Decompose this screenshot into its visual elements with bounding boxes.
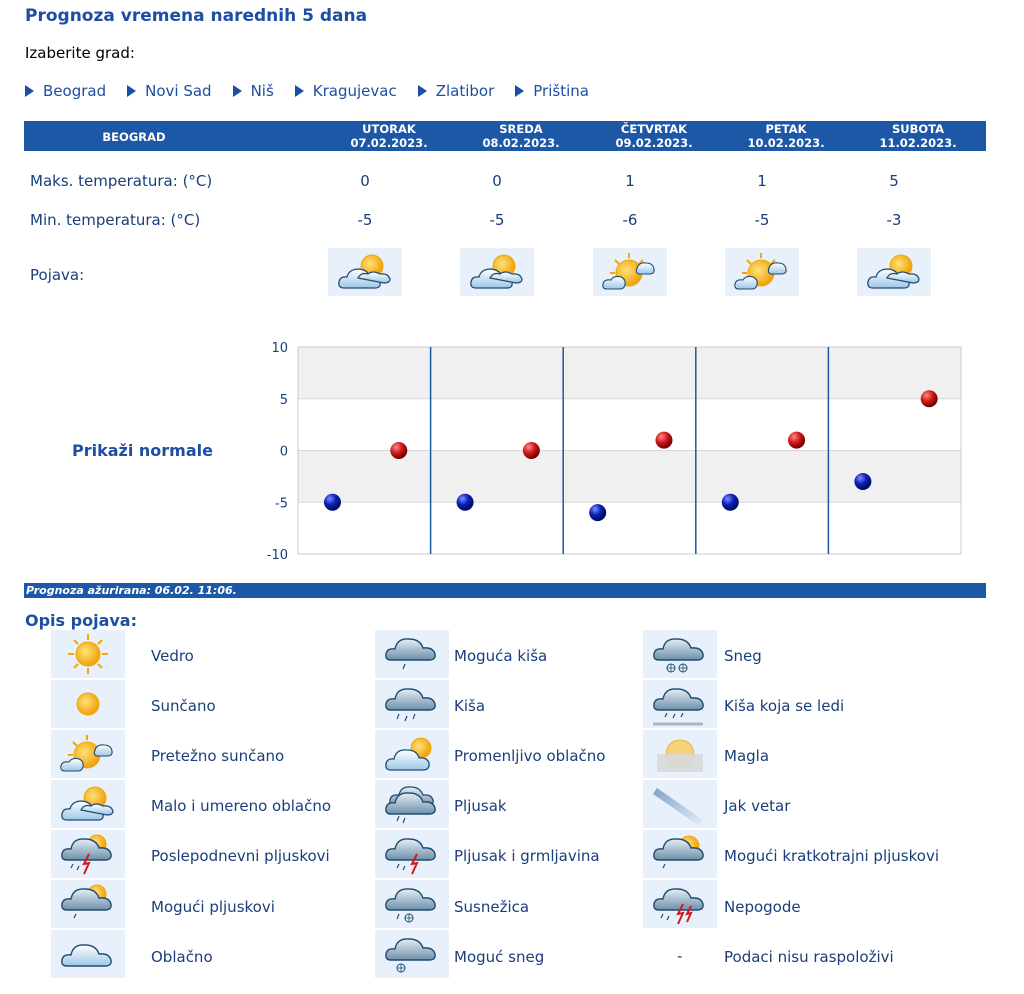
max-temp-point	[655, 432, 672, 449]
city-link-zlatibor[interactable]	[418, 82, 495, 100]
malo-i-umereno-oblacno-icon	[328, 248, 402, 296]
legend-label: Oblačno	[151, 948, 213, 966]
day-header	[853, 122, 983, 150]
min-temp-point	[589, 504, 606, 521]
promenljivo-oblacno-icon	[375, 730, 449, 778]
city-link-label[interactable]: Niš	[250, 82, 274, 100]
no-data-symbol: -	[677, 947, 683, 965]
day-header	[721, 122, 851, 150]
forecast-city-name: BEOGRAD	[102, 130, 166, 144]
legend-label: Mogući kratkotrajni pljuskovi	[724, 847, 939, 865]
city-link-nis[interactable]	[233, 82, 274, 100]
legend-label: Poslepodnevni pljuskovi	[151, 847, 330, 865]
legend-label: Podaci nisu raspoloživi	[724, 948, 894, 966]
day-date: 11.02.2023.	[879, 136, 957, 150]
moguci-kratkotrajni-pljuskovi-icon	[643, 830, 717, 878]
min-temp-value: -6	[622, 211, 638, 229]
chart-y-tick-label: 10	[271, 341, 288, 356]
arrow-right-icon	[25, 85, 34, 97]
legend-label: Kiša koja se ledi	[724, 697, 845, 715]
min-temp-value: -5	[489, 211, 505, 229]
day-header	[324, 122, 454, 150]
oblacno-icon	[51, 930, 125, 978]
legend-label: Moguća kiša	[454, 647, 548, 665]
legend-label: Nepogode	[724, 898, 801, 916]
max-temp-value: 1	[625, 172, 635, 190]
sneg-icon	[643, 630, 717, 678]
day-name: UTORAK	[362, 122, 416, 136]
malo-i-umereno-oblacno-icon	[857, 248, 931, 296]
legend-label: Susnežica	[454, 898, 530, 916]
city-link-label[interactable]: Beograd	[43, 82, 107, 100]
legend-label: Moguć sneg	[454, 948, 545, 966]
jak-vetar-icon	[643, 780, 717, 828]
chart-band	[298, 502, 961, 554]
legend-label: Promenljivo oblačno	[454, 747, 606, 765]
suncano-icon	[51, 680, 125, 728]
pojava-label: Pojava:	[30, 266, 85, 284]
day-date: 07.02.2023.	[350, 136, 428, 150]
legend-label: Magla	[724, 747, 770, 765]
max-temp-point	[921, 390, 938, 407]
city-link-beograd[interactable]	[25, 82, 106, 100]
city-link-kragujevac[interactable]	[295, 82, 397, 100]
pljusak-icon	[375, 780, 449, 828]
day-header	[589, 122, 719, 150]
max-temp-point	[788, 432, 805, 449]
min-temp-label: Min. temperatura: (°C)	[30, 211, 201, 229]
arrow-right-icon	[418, 85, 427, 97]
forecast-updated-bar: Prognoza ažurirana: 06.02. 11:06.	[24, 583, 986, 598]
arrow-right-icon	[233, 85, 242, 97]
min-temp-point	[324, 494, 341, 511]
max-temp-label: Maks. temperatura: (°C)	[30, 172, 213, 190]
arrow-right-icon	[127, 85, 136, 97]
max-temp-value: 1	[757, 172, 767, 190]
city-link-novi-sad[interactable]	[127, 82, 211, 100]
city-link-label[interactable]: Zlatibor	[435, 82, 495, 100]
city-link-pristina[interactable]	[515, 82, 589, 100]
day-date: 08.02.2023.	[482, 136, 560, 150]
choose-city-label: Izaberite grad:	[25, 44, 135, 62]
chart-y-tick-label: 0	[279, 444, 288, 460]
chart-y-tick-label: 5	[279, 392, 288, 408]
moguc-sneg-icon	[375, 930, 449, 978]
temperature-chart	[0, 330, 1024, 570]
city-list	[25, 82, 610, 100]
day-name: SREDA	[499, 122, 543, 136]
moguca-kisa-icon	[375, 630, 449, 678]
kisa-koja-se-ledi-icon	[643, 680, 717, 728]
malo-i-umereno-oblacno-icon	[51, 780, 125, 828]
city-link-label[interactable]: Kragujevac	[312, 82, 397, 100]
pljusak-i-grmljavina-icon	[375, 830, 449, 878]
legend-label: Mogući pljuskovi	[151, 898, 275, 916]
legend-label: Sneg	[724, 647, 762, 665]
pretezno-suncano-icon	[51, 730, 125, 778]
pretezno-suncano-icon	[725, 248, 799, 296]
pretezno-suncano-icon	[593, 248, 667, 296]
day-name: SUBOTA	[891, 122, 944, 136]
legend-label: Sunčano	[151, 697, 216, 715]
min-temp-point	[722, 494, 739, 511]
day-date: 10.02.2023.	[747, 136, 825, 150]
page-title: Prognoza vremena narednih 5 dana	[25, 6, 368, 26]
magla-icon	[643, 730, 717, 778]
legend-label: Vedro	[151, 647, 194, 665]
max-temp-value: 0	[492, 172, 502, 190]
moguci-pljuskovi-icon	[51, 880, 125, 928]
min-temp-value: -5	[357, 211, 373, 229]
susnezica-icon	[375, 880, 449, 928]
legend-label: Pretežno sunčano	[151, 747, 285, 765]
arrow-right-icon	[515, 85, 524, 97]
malo-i-umereno-oblacno-icon	[460, 248, 534, 296]
max-temp-value: 5	[889, 172, 899, 190]
max-temp-point	[523, 442, 540, 459]
legend-title: Opis pojava:	[25, 611, 137, 630]
day-date: 09.02.2023.	[615, 136, 693, 150]
max-temp-point	[390, 442, 407, 459]
forecast-header	[24, 121, 986, 151]
legend-label: Pljusak i grmljavina	[454, 847, 600, 865]
nepogode-icon	[643, 880, 717, 928]
poslepodnevni-pljuskovi-icon	[51, 830, 125, 878]
min-temp-point	[457, 494, 474, 511]
legend-label: Pljusak	[454, 797, 507, 815]
legend-label: Malo i umereno oblačno	[151, 797, 332, 815]
city-link-label[interactable]: Priština	[533, 82, 589, 100]
chart-y-tick-label: -10	[266, 548, 288, 563]
day-header	[456, 122, 586, 150]
day-name: PETAK	[765, 122, 807, 136]
chart-y-tick-label: -5	[275, 496, 288, 512]
min-temp-value: -5	[754, 211, 770, 229]
min-temp-value: -3	[886, 211, 902, 229]
vedro-icon	[51, 630, 125, 678]
day-name: ČETVRTAK	[620, 122, 688, 136]
chart-band	[298, 347, 961, 399]
kisa-icon	[375, 680, 449, 728]
max-temp-value: 0	[360, 172, 370, 190]
arrow-right-icon	[295, 85, 304, 97]
min-temp-point	[854, 473, 871, 490]
legend-label: Jak vetar	[724, 797, 791, 815]
legend-label: Kiša	[454, 697, 486, 715]
show-normals-link[interactable]: Prikaži normale	[72, 441, 213, 460]
city-link-label[interactable]: Novi Sad	[145, 82, 212, 100]
